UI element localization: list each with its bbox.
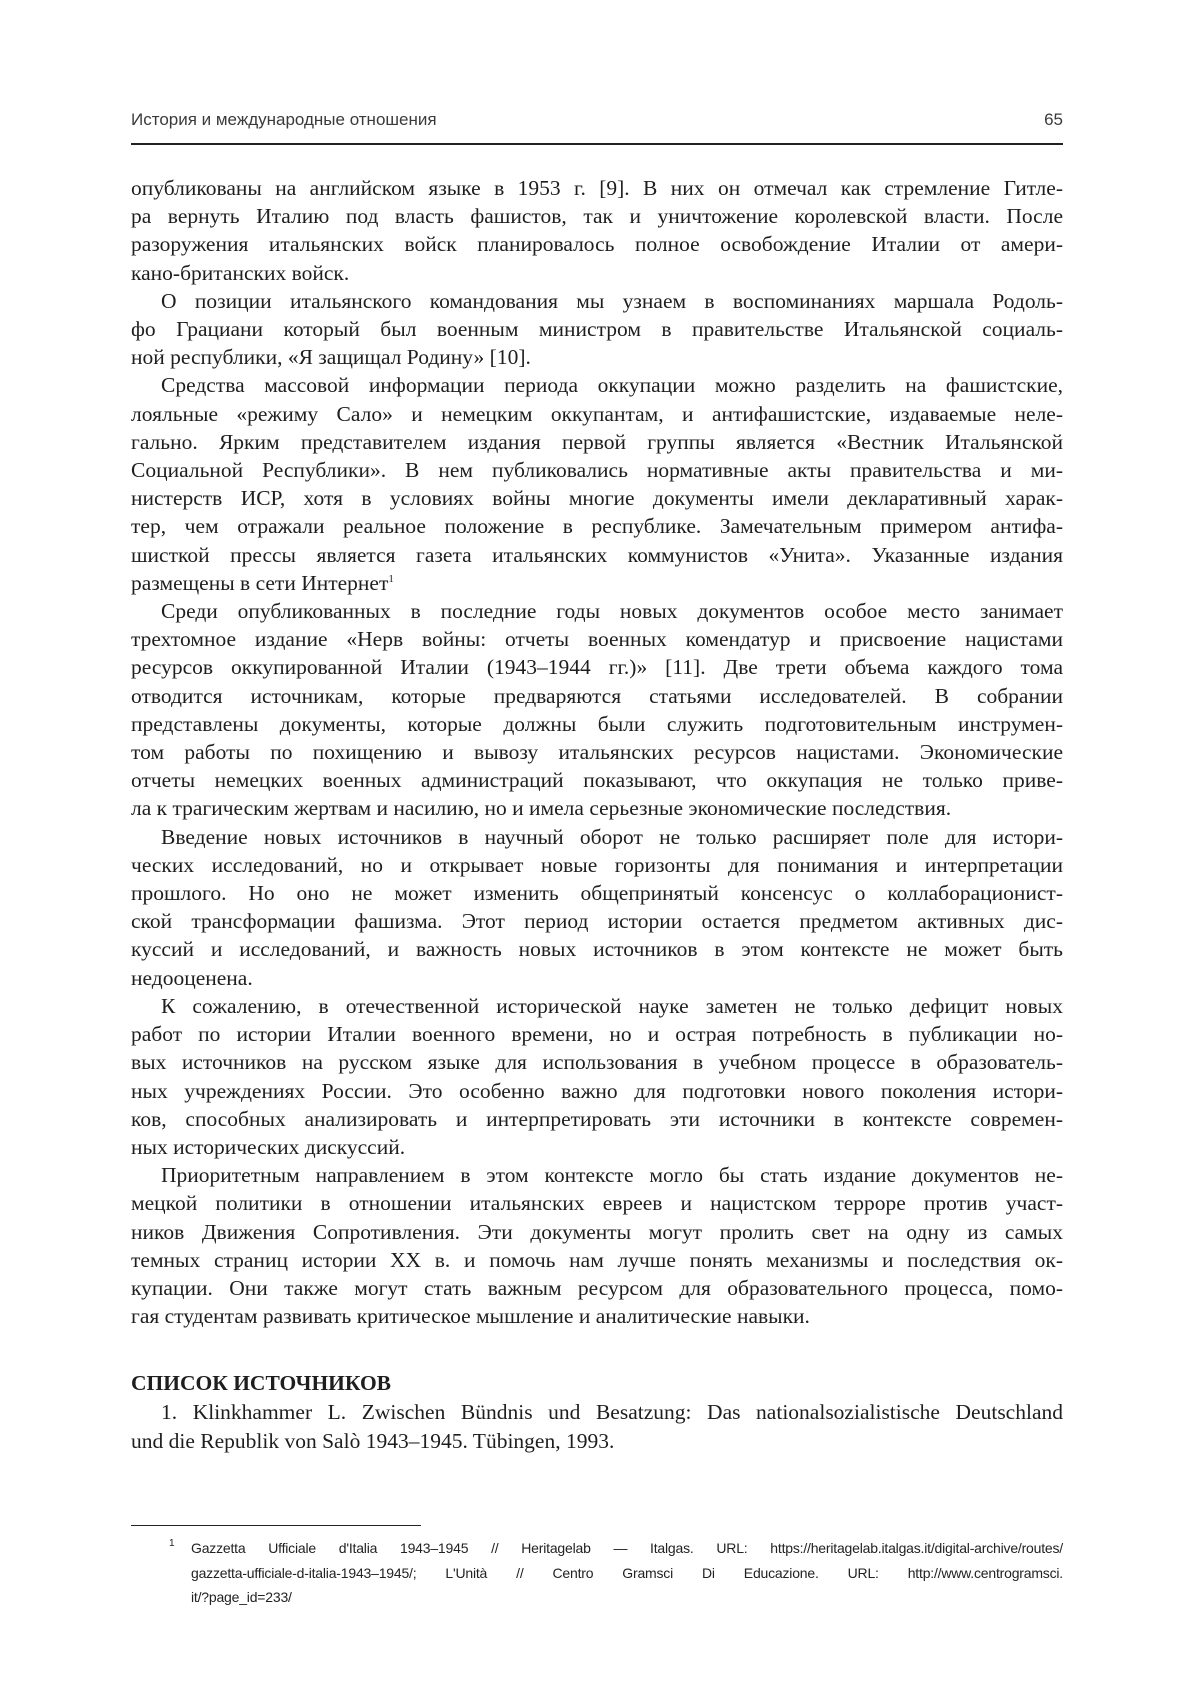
text-line (131, 174, 1063, 202)
text-line (131, 569, 1063, 597)
line-text: отводится источникам, которые предваряются статьями исследователей. В собрании (131, 684, 1063, 708)
line-text: вых источников на русском языке для использования в учебном процессе в образователь- (131, 1050, 1063, 1074)
text-line (131, 1161, 1063, 1189)
text-line (131, 343, 1063, 371)
line-text: трехтомное издание «Нерв войны: отчеты военных комендатур и присвоение нацистами (131, 627, 1063, 651)
reference-line: 1. Klinkhammer L. Zwischen Bündnis und Besatzung: Das nationalsozialistische Deutschland (131, 1398, 1063, 1427)
text-line (131, 1048, 1063, 1076)
line-text: Введение новых источников в научный оборот не только расширяет поле для истори- (161, 825, 1063, 849)
footnote-line: Gazzetta Ufficiale d'Italia 1943–1945 // Heritagelab — Italgas. URL: https://heritagelab.italgas.it/digital-archive/routes/ (191, 1536, 1063, 1561)
line-text: мецкой политики в отношении итальянских евреев и нацистском терроре против участ- (131, 1191, 1063, 1215)
line-text: кано-британских войск. (131, 261, 349, 285)
text-line (131, 597, 1063, 625)
line-text: прошлого. Но оно не может изменить общепринятый консенсус о коллаборационист- (131, 881, 1063, 905)
text-line (131, 512, 1063, 540)
text-line (131, 1133, 1063, 1161)
line-text: ков, способных анализировать и интерпретировать эти источники в контексте современ- (131, 1107, 1063, 1131)
running-header (131, 110, 1063, 136)
line-text: гая студентам развивать критическое мышление и аналитические навыки. (131, 1304, 810, 1328)
line-text: К сожалению, в отечественной исторической науке заметен не только дефицит новых (161, 994, 1063, 1018)
line-text: ной республики, «Я защищал Родину» [10]. (131, 345, 531, 369)
line-text: ческих исследований, но и открывает новые горизонты для понимания и интерпретации (131, 853, 1063, 877)
text-line (131, 541, 1063, 569)
paragraph (131, 992, 1063, 1161)
text-line (131, 1020, 1063, 1048)
text-line (131, 1218, 1063, 1246)
text-line (131, 315, 1063, 343)
line-text: разоружения итальянских войск планировалось полное освобождение Италии от амери- (131, 232, 1063, 256)
line-text: Среди опубликованных в последние годы новых документов особое место занимает (161, 599, 1063, 623)
line-text: гально. Ярким представителем издания первой группы является «Вестник Итальянской (131, 430, 1063, 454)
text-line (131, 400, 1063, 428)
text-line (131, 682, 1063, 710)
line-text: ных учреждениях России. Это особенно важно для подготовки нового поколения истори- (131, 1079, 1063, 1103)
line-text: представлены документы, которые должны были служить подготовительным инструмен- (131, 712, 1063, 736)
line-text: нистерств ИСР, хотя в условиях войны многие документы имели декларативный харак- (131, 486, 1063, 510)
line-text: ра вернуть Италию под власть фашистов, так и уничтожение королевской власти. После (131, 204, 1063, 228)
paragraph (131, 371, 1063, 597)
line-text: Социальной Республики». В нем публиковались нормативные акты правительства и ми- (131, 458, 1063, 482)
references-heading: СПИСОК ИСТОЧНИКОВ (131, 1369, 1063, 1398)
reference-line: und die Republik von Salò 1943–1945. Tübingen, 1993. (131, 1427, 1063, 1456)
line-text: том работы по похищению и вывозу итальянских ресурсов нацистами. Экономические (131, 740, 1063, 764)
text-line (131, 992, 1063, 1020)
paragraph (131, 287, 1063, 372)
text-line (131, 1105, 1063, 1133)
text-line (131, 1246, 1063, 1274)
article-body (131, 174, 1063, 1456)
text-line (131, 964, 1063, 992)
line-text: темных страниц истории XX в. и помочь нам лучше понять механизмы и последствия ок- (131, 1248, 1063, 1272)
paragraphs (131, 174, 1063, 1330)
footnotes (169, 1536, 1063, 1610)
line-text: Средства массовой информации периода оккупации можно разделить на фашистские, (161, 373, 1063, 397)
text-line (131, 202, 1063, 230)
text-line (131, 428, 1063, 456)
line-text: размещены в сети Интернет (131, 571, 388, 595)
paragraph (131, 174, 1063, 287)
text-line (131, 484, 1063, 512)
paragraph (131, 823, 1063, 992)
line-text: Приоритетным направлением в этом контексте могло бы стать издание документов не- (161, 1163, 1063, 1187)
line-text: О позиции итальянского командования мы узнаем в воспоминаниях маршала Родоль- (161, 289, 1063, 313)
line-text: купации. Они также могут стать важным ресурсом для образовательного процесса, помо- (131, 1276, 1063, 1300)
line-text: ла к трагическим жертвам и насилию, но и имела серьезные экономические последствия. (131, 796, 951, 820)
line-text: шисткой прессы является газета итальянских коммунистов «Унита». Указанные издания (131, 543, 1063, 567)
line-text: ской трансформации фашизма. Этот период истории остается предметом активных дис- (131, 909, 1063, 933)
line-text: недооценена. (131, 966, 253, 990)
header-divider (131, 143, 1063, 145)
line-text: лояльные «режиму Сало» и немецким оккупантам, и антифашистские, издаваемые неле- (131, 402, 1063, 426)
text-line (131, 710, 1063, 738)
paragraph (131, 597, 1063, 823)
footnote-line: it/?page_id=233/ (191, 1585, 1063, 1610)
footnote-divider (131, 1525, 421, 1526)
text-line (131, 907, 1063, 935)
footnote-reference[interactable]: 1 (388, 573, 394, 585)
text-line (131, 766, 1063, 794)
text-line (131, 935, 1063, 963)
text-line (131, 653, 1063, 681)
text-line (131, 738, 1063, 766)
text-line (131, 625, 1063, 653)
line-text: куссий и исследований, и важность новых источников в этом контексте не может быть (131, 937, 1063, 961)
line-text: работ по истории Италии военного времени, но и острая потребность в публикации но- (131, 1022, 1063, 1046)
references-list (131, 1398, 1063, 1456)
line-text: ресурсов оккупированной Италии (1943–1944 гг.)» [11]. Две трети объема каждого тома (131, 655, 1063, 679)
text-line (131, 1274, 1063, 1302)
line-text: отчеты немецких военных администраций показывают, что оккупация не только приве- (131, 768, 1063, 792)
text-line (131, 456, 1063, 484)
line-text: тер, чем отражали реальное положение в республике. Замечательным примером антифа- (131, 514, 1063, 538)
footnote (169, 1536, 1063, 1610)
line-text: ников Движения Сопротивления. Эти документы могут пролить свет на одну из самых (131, 1220, 1063, 1244)
line-text: опубликованы на английском языке в 1953 г. [9]. В них он отмечал как стремление Гитле- (131, 176, 1063, 200)
text-line (131, 230, 1063, 258)
page-number: 65 (1044, 110, 1063, 130)
text-line (131, 371, 1063, 399)
section-title: История и международные отношения (131, 110, 437, 130)
text-line (131, 794, 1063, 822)
text-line (131, 879, 1063, 907)
text-line (131, 1189, 1063, 1217)
footnote-line: gazzetta-ufficiale-d-italia-1943–1945/; L'Unità // Centro Gramsci Di Educazione. URL: http://www.centrogramsci. (191, 1561, 1063, 1586)
paragraph (131, 1161, 1063, 1330)
footnote-mark: 1 (169, 1532, 174, 1557)
text-line (131, 1302, 1063, 1330)
text-line (131, 259, 1063, 287)
text-line (131, 823, 1063, 851)
line-text: ных исторических дискуссий. (131, 1135, 405, 1159)
text-line (131, 287, 1063, 315)
text-line (131, 1077, 1063, 1105)
line-text: фо Грациани который был военным министром в правительстве Итальянской социаль- (131, 317, 1063, 341)
text-line (131, 851, 1063, 879)
